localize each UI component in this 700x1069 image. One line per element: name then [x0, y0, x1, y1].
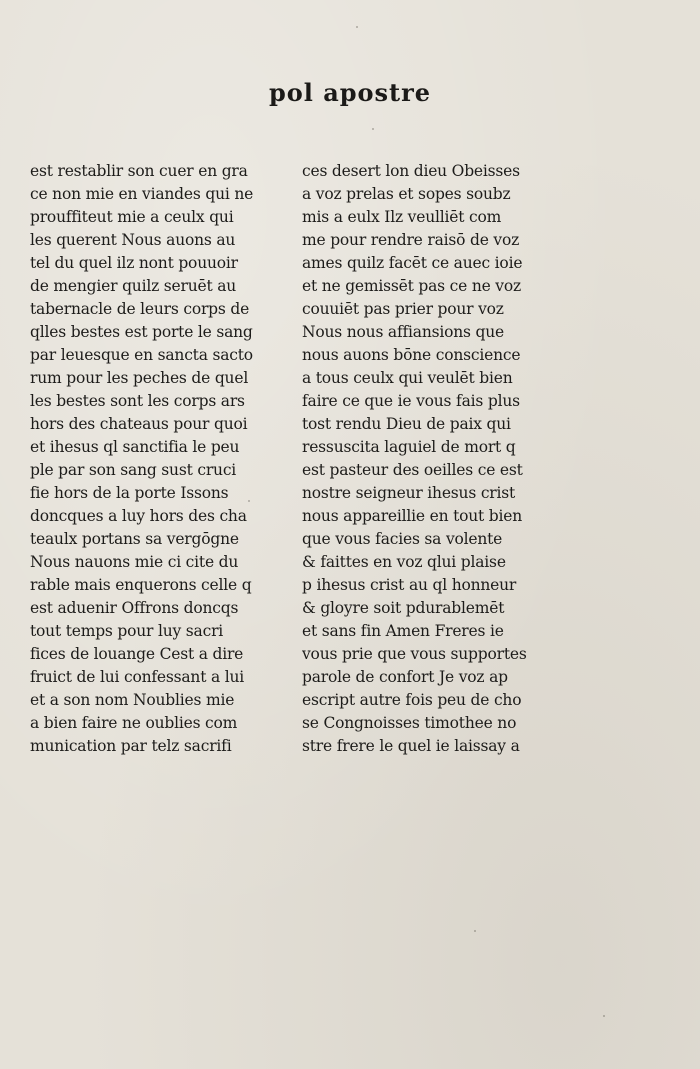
text-line: couuiēt pas prier pour voz	[302, 300, 504, 318]
text-line: tabernacle de leurs corps de	[30, 300, 250, 318]
text-line: a bien faire ne oublies com	[30, 714, 238, 732]
text-line: tost rendu Dieu de paix qui	[302, 415, 511, 433]
text-line: ames quilz facēt ce auec ioie	[302, 254, 523, 272]
text-line: fices de louange Cest a dire	[30, 645, 244, 663]
paper-speck	[372, 128, 374, 130]
text-line: escript autre fois peu de cho	[302, 691, 522, 709]
text-line: doncques a luy hors des cha	[30, 507, 247, 525]
text-line: tel du quel ilz nont pouuoir	[30, 254, 238, 272]
text-line: stre frere le quel ie laissay a	[302, 737, 520, 755]
text-line: p ihesus crist au ql honneur	[302, 576, 517, 594]
right-text-column	[302, 160, 542, 758]
text-line: ple par son sang sust cruci	[30, 461, 237, 479]
text-line: fruict de lui confessant a lui	[30, 668, 245, 686]
text-line: ces desert lon dieu Obeisses	[302, 162, 520, 180]
running-head: pol apostre	[268, 78, 432, 107]
text-line: et a son nom Noublies mie	[30, 691, 235, 709]
text-line: nous appareillie en tout bien	[302, 507, 523, 525]
text-line: & faittes en voz qlui plaise	[302, 553, 506, 571]
text-line: mis a eulx Ilz veulliēt com	[302, 208, 502, 226]
left-text-column	[30, 160, 270, 758]
text-line: tout temps pour luy sacri	[30, 622, 224, 640]
text-line: munication par telz sacrifi	[30, 737, 232, 755]
text-line: a voz prelas et sopes soubz	[302, 185, 511, 203]
text-line: est aduenir Offrons doncqs	[30, 599, 239, 617]
paper-speck	[474, 930, 476, 932]
text-line: parole de confort Je voz ap	[302, 668, 508, 686]
text-line: les bestes sont les corps ars	[30, 392, 245, 410]
text-line: ce non mie en viandes qui ne	[30, 185, 254, 203]
text-line: par leuesque en sancta sacto	[30, 346, 253, 364]
text-line: ressuscita laguiel de mort q	[302, 438, 516, 456]
text-line: hors des chateaus pour quoi	[30, 415, 248, 433]
text-line: me pour rendre raisō de voz	[302, 231, 520, 249]
text-line: qlles bestes est porte le sang	[30, 323, 253, 341]
text-line: que vous facies sa volente	[302, 530, 503, 548]
text-line: est restablir son cuer en gra	[30, 162, 248, 180]
text-line: est pasteur des oeilles ce est	[302, 461, 523, 479]
paper-speck	[603, 1015, 605, 1017]
text-line: Nous nauons mie ci cite du	[30, 553, 239, 571]
text-line: de mengier quilz seruēt au	[30, 277, 237, 295]
text-line: et ihesus ql sanctifia le peu	[30, 438, 240, 456]
text-line: rum pour les peches de quel	[30, 369, 249, 387]
text-line: faire ce que ie vous fais plus	[302, 392, 520, 410]
text-line: vous prie que vous supportes	[302, 645, 527, 663]
text-line: teaulx portans sa vergōgne	[30, 530, 239, 548]
text-line: et sans fin Amen Freres ie	[302, 622, 504, 640]
text-line: Nous nous affiansions que	[302, 323, 505, 341]
text-line: & gloyre soit pdurablemēt	[302, 599, 505, 617]
text-line: nous auons bōne conscience	[302, 346, 521, 364]
text-line: et ne gemissēt pas ce ne voz	[302, 277, 521, 295]
paper-speck	[356, 26, 358, 28]
text-line: les querent Nous auons au	[30, 231, 236, 249]
text-line: fie hors de la porte Issons	[30, 484, 229, 502]
text-line: prouffiteut mie a ceulx qui	[30, 208, 234, 226]
text-line: se Congnoisses timothee no	[302, 714, 517, 732]
text-line: nostre seigneur ihesus crist	[302, 484, 516, 502]
text-line: a tous ceulx qui veulēt bien	[302, 369, 513, 387]
text-line: rable mais enquerons celle q	[30, 576, 252, 594]
